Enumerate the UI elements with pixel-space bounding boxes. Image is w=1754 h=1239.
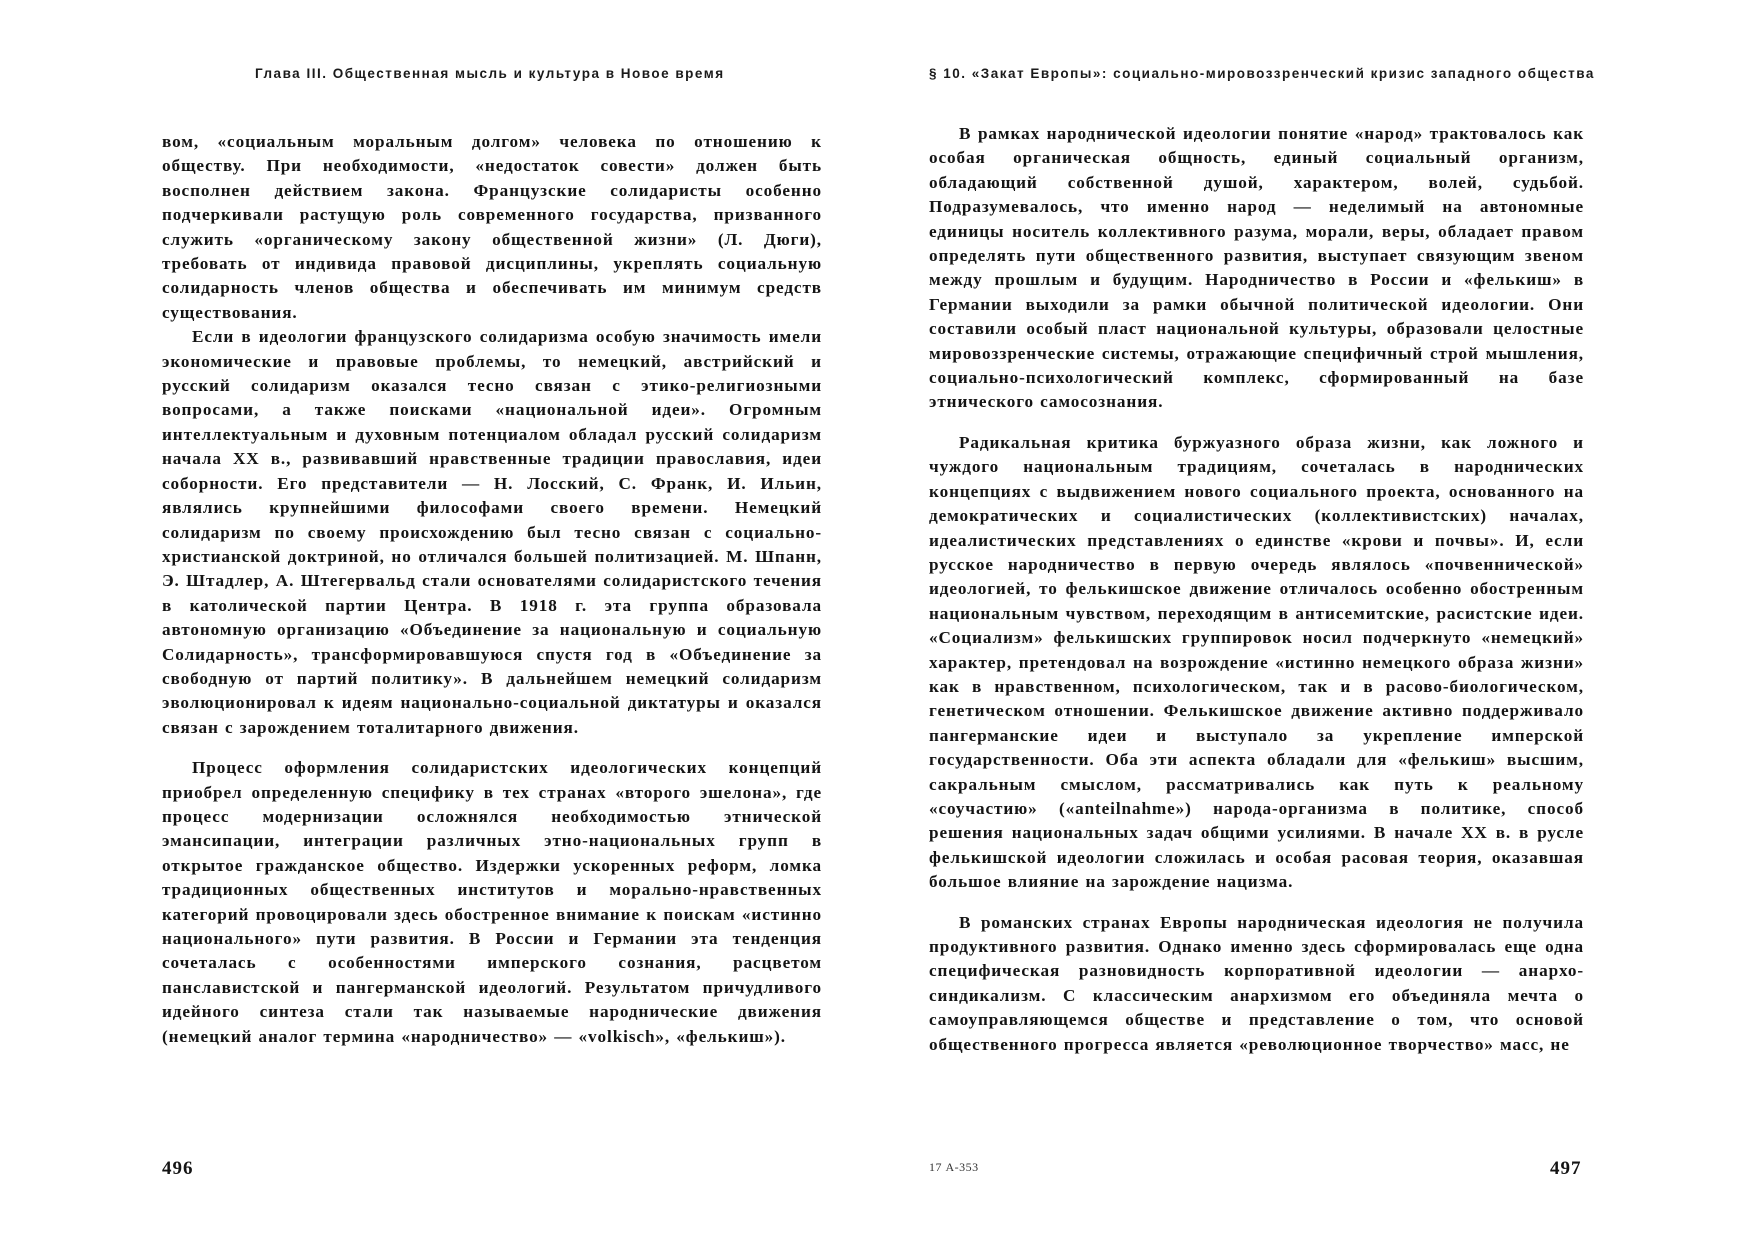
- page-number: 497: [1550, 1158, 1582, 1179]
- paragraph: Процесс оформления солидаристских идеологических концепций приобрел определенную специфику в тех странах «второго эшелона», где процесс модернизации осложнялся необходимостью этнической эмансипации, интеграции различных этно-национальных групп в открытое гражданское общество. Издержки ускоренных реформ, ломка традиционных общественных институтов и морально-нравственных категорий провоцировали здесь обостренное внимание к поискам «истинно национального» пути развития. В России и Германии эта тенденция сочеталась с особенностями имперского сознания, расцветом панславистской и пангерманской идеологий. Результатом причудливого идейного синтеза стали так называемые народнические движения (немецкий аналог термина «народничество» — «volkisch», «фелькиш»).: [162, 758, 822, 1046]
- paragraph: Если в идеологии французского солидаризма особую значимость имели экономические и правовые проблемы, то немецкий, австрийский и русский солидаризм оказался тесно связан с этико-религиозными вопросами, а также поисками «национальной идеи». Огромным интеллектуальным и духовным потенциалом обладал русский солидаризм начала XX в., развивавший нравственные традиции православия, идеи соборности. Его представители — Н. Лосский, С. Франк, И. Ильин, являлись крупнейшими философами своего времени. Немецкий солидаризм по своему происхождению был тесно связан с социально-христианской доктриной, но отличался большей политизацией. М. Шпанн, Э. Штадлер, А. Штегервальд стали основателями солидаристского течения в католической партии Центра. В 1918 г. эта группа образовала автономную организацию «Объединение за национальную и социальную Солидарность», трансформировавшуюся спустя год в «Объединение за свободную от партий политику». В дальнейшем немецкий солидаризм эволюционировал к идеям национально-социальной диктатуры и оказался связан с зарождением тоталитарного движения.: [162, 327, 822, 737]
- paragraph: вом, «социальным моральным долгом» человека по отношению к обществу. При необходимости, «недостаток совести» должен быть восполнен действием закона. Французские солидаристы особенно подчеркивали растущую роль современного государства, призванного служить «органическому закону общественной жизни» (Л. Дюги), требовать от индивида правовой дисциплины, укреплять социальную солидарность членов общества и обеспечивать им минимум средств существования.: [162, 132, 822, 322]
- running-head: Глава III. Общественная мысль и культура в Новое время: [255, 66, 725, 81]
- right-page: [877, 0, 1754, 1239]
- page-number: 496: [162, 1158, 194, 1179]
- body-text: [929, 122, 1584, 1057]
- body-text: [162, 130, 822, 1049]
- running-head: § 10. «Закат Европы»: социально-мировоззренческий кризис западного общества: [929, 66, 1595, 81]
- printer-signature: 17 А-353: [929, 1160, 979, 1174]
- paragraph: В рамках народнической идеологии понятие «народ» трактовалось как особая органическая общность, единый социальный организм, обладающий собственной душой, характером, волей, судьбой. Подразумевалось, что именно народ — неделимый на автономные единицы носитель коллективного разума, морали, веры, обладает правом определять пути общественного развития, выступает связующим звеном между прошлым и будущим. Народничество в России и «фелькиш» в Германии выходили за рамки обычной политической идеологии. Они составили особый пласт национальной культуры, образовали целостные мировоззренческие системы, отражающие специфичный строй мышления, социально-психологический комплекс, сформированный на базе этнического самосознания.: [929, 124, 1584, 412]
- paragraph: Радикальная критика буржуазного образа жизни, как ложного и чуждого национальным традициям, сочеталась в народнических концепциях с выдвижением нового социального проекта, основанного на демократических и социалистических (коллективистских) началах, идеалистических представлениях о единстве «крови и почвы». И, если русское народничество в первую очередь являлось «почвеннической» идеологией, то фелькишское движение отличалось особенно обостренным национальным чувством, переходящим в антисемитские, расистские идеи. «Социализм» фелькишских группировок носил подчеркнуто «немецкий» характер, претендовал на возрождение «истинно немецкого образа жизни» как в нравственном, психологическом, так и в расово-биологическом, генетическом отношении. Фелькишское движение активно поддерживало пангерманские идеи и выступало за укрепление имперской государственности. Оба эти аспекта обладали для «фелькиш» высшим, сакральным смыслом, рассматривались как путь к реальному «соучастию» («anteilnahme») народа-организма в политике, способ решения национальных задач общими усилиями. В начале XX в. в русле фелькишской идеологии сложилась и особая расовая теория, оказавшая большое влияние на зарождение нацизма.: [929, 432, 1584, 892]
- paragraph: В романских странах Европы народническая идеология не получила продуктивного развития. Однако именно здесь сформировалась еще одна специфическая разновидность корпоративной идеологии — анархо-синдикализм. С классическим анархизмом его объединяла мечта о самоуправляющемся обществе и представление о том, что основой общественного прогресса является «революционное творчество» масс, не: [929, 912, 1584, 1054]
